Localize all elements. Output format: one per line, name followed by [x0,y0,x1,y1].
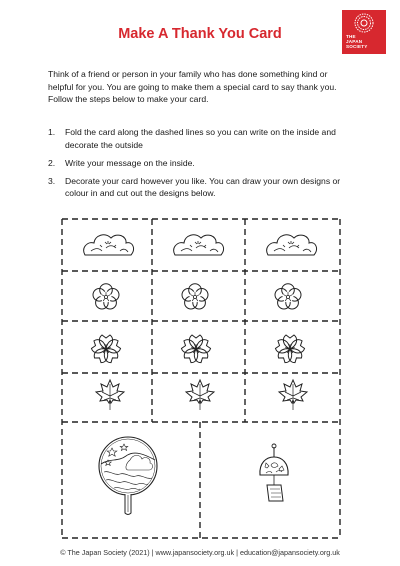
cherry-blossom-icon [275,335,306,364]
maple-leaf-icon [96,380,124,410]
cherry-blossom-row [91,335,306,364]
pine-cloud-icon [174,235,224,255]
maple-leaf-row [96,380,307,410]
pine-cloud-icon [84,235,134,255]
wind-chime-icon [260,444,288,501]
step-item: 2. Write your message on the inside. [48,157,195,168]
footer: © The Japan Society (2021) | www.japansociety.org.uk | education@japansociety.org.uk [60,548,340,557]
cherry-blossom-icon [91,335,122,364]
logo-word-society: SOCIETY [346,44,368,50]
pine-cloud-icon [267,235,317,255]
maple-leaf-icon [186,380,214,410]
dashed-cut-lines [62,219,340,538]
maple-leaf-icon [279,380,307,410]
pine-cloud-row [84,235,317,255]
logo-word-the: THE [346,34,356,39]
uchiwa-fan-icon [99,437,157,515]
step-item: 1. Fold the card along the dashed lines so you can write on the inside and decorate the outside [48,127,336,150]
page-title: Make A Thank You Card [118,26,282,42]
intro-paragraph: Think of a friend or person in your family who has done something kind or helpful for you. You are going to make them a special card to say thank you. Follow the steps below to make your card. [48,69,337,105]
cherry-blossom-icon [181,335,212,364]
plum-blossom-icon [275,284,301,309]
plum-blossom-icon [182,284,208,309]
step-item: 3. Decorate your card however you like. You can draw your own designs or colour in and cut out the designs below. [48,175,341,199]
plum-blossom-row [93,284,301,309]
plum-blossom-icon [93,284,119,309]
logo-word-japan: JAPAN [346,39,363,45]
